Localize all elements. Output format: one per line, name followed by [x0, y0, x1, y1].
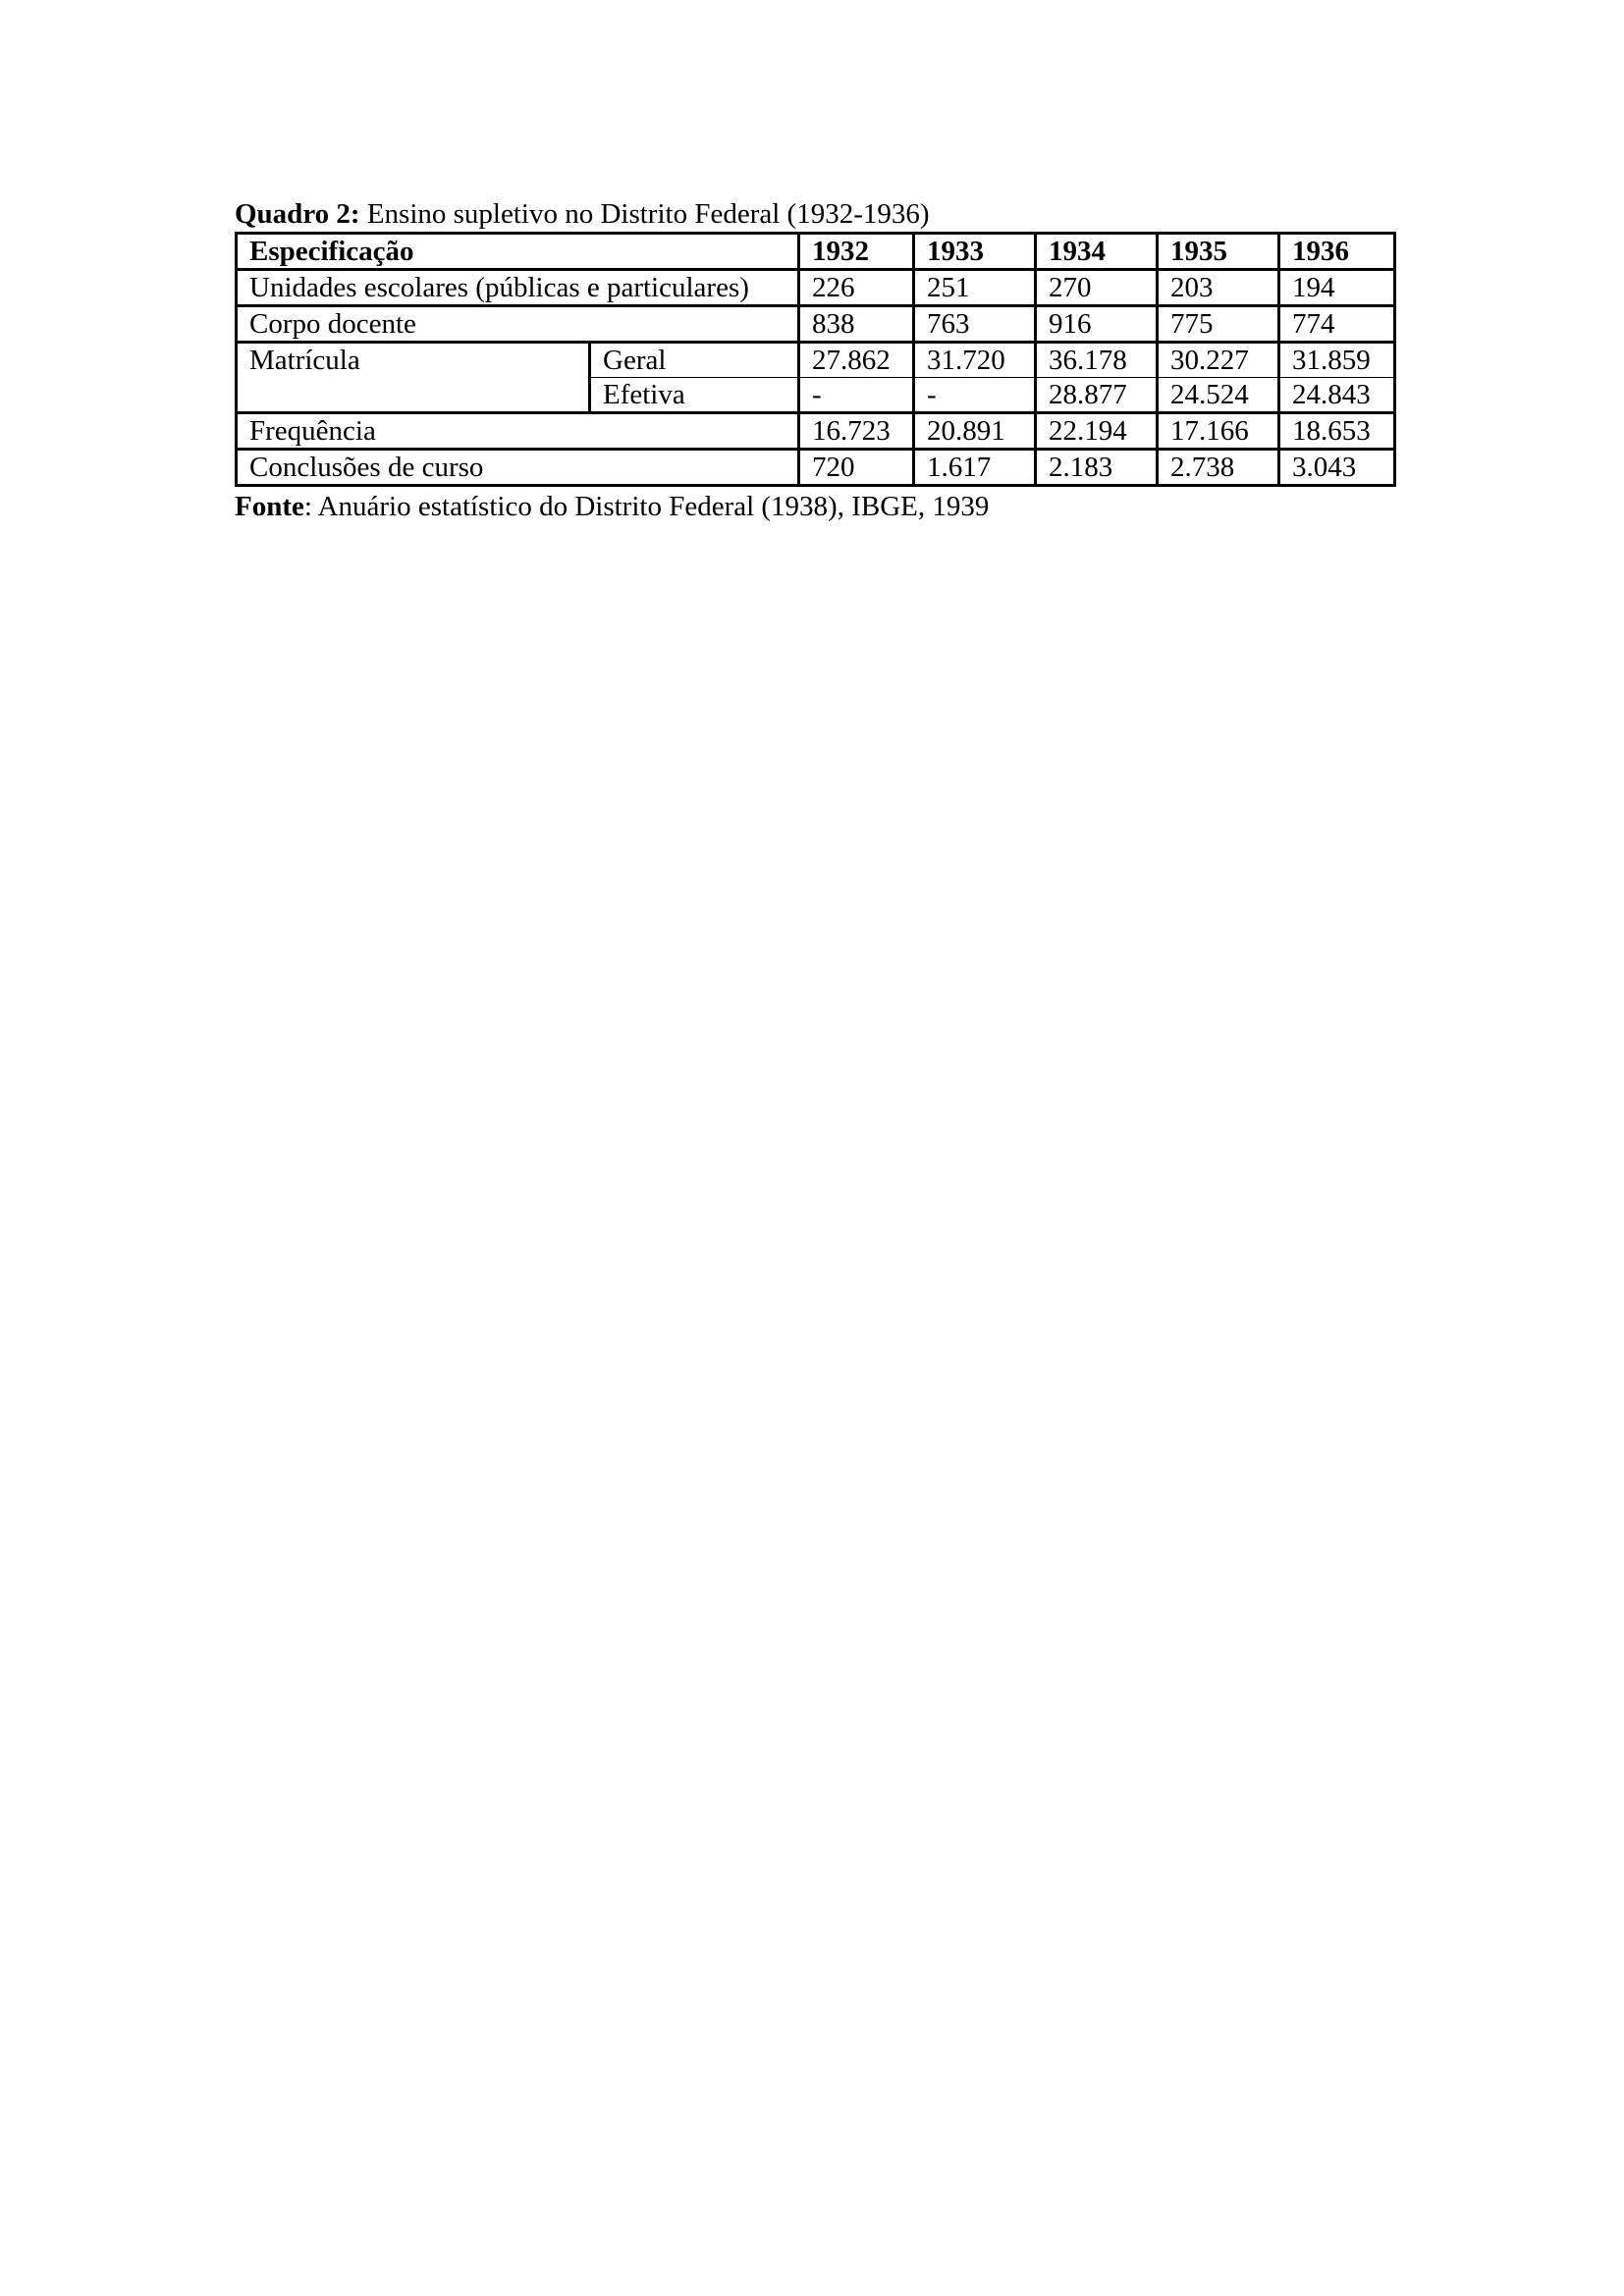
sub-row-label: Efetiva [590, 378, 799, 413]
header-year-1935: 1935 [1158, 234, 1279, 270]
cell: 24.524 [1158, 378, 1279, 413]
cell: 27.862 [799, 343, 914, 378]
header-year-1933: 1933 [914, 234, 1036, 270]
cell: 2.738 [1158, 450, 1279, 486]
header-year-1932: 1932 [799, 234, 914, 270]
row-label: Corpo docente [237, 306, 799, 343]
cell: - [799, 378, 914, 413]
cell: 20.891 [914, 413, 1036, 450]
table-row-unidades [237, 270, 1395, 306]
cell: 763 [914, 306, 1036, 343]
table-block [235, 196, 1393, 524]
row-label: Unidades escolares (públicas e particulares) [237, 270, 799, 306]
cell: 3.043 [1279, 450, 1395, 486]
cell: 31.859 [1279, 343, 1395, 378]
table-row-conclusoes [237, 450, 1395, 486]
cell: 22.194 [1036, 413, 1158, 450]
cell: 18.653 [1279, 413, 1395, 450]
cell: 1.617 [914, 450, 1036, 486]
cell: 28.877 [1036, 378, 1158, 413]
row-label: Conclusões de curso [237, 450, 799, 486]
source-text: : Anuário estatístico do Distrito Federal (1938), IBGE, 1939 [303, 491, 990, 522]
header-year-1936: 1936 [1279, 234, 1395, 270]
caption-text: Ensino supletivo no Distrito Federal (1932-1936) [359, 198, 930, 230]
row-label: Frequência [237, 413, 799, 450]
table-row-corpo-docente [237, 306, 1395, 343]
sub-row-label: Geral [590, 343, 799, 378]
cell: 30.227 [1158, 343, 1279, 378]
cell: - [914, 378, 1036, 413]
header-spec: Especificação [237, 234, 799, 270]
cell: 226 [799, 270, 914, 306]
cell: 194 [1279, 270, 1395, 306]
data-table [235, 232, 1396, 487]
cell: 270 [1036, 270, 1158, 306]
header-year-1934: 1934 [1036, 234, 1158, 270]
table-caption [235, 196, 1393, 232]
source-label: Fonte [235, 491, 304, 522]
caption-label: Quadro 2: [235, 198, 360, 230]
cell: 31.720 [914, 343, 1036, 378]
cell: 916 [1036, 306, 1158, 343]
table-source [235, 489, 1393, 524]
cell: 16.723 [799, 413, 914, 450]
cell: 2.183 [1036, 450, 1158, 486]
cell: 774 [1279, 306, 1395, 343]
cell: 251 [914, 270, 1036, 306]
table-row-frequencia [237, 413, 1395, 450]
table-row-matricula-geral [237, 343, 1395, 378]
cell: 203 [1158, 270, 1279, 306]
header-row [237, 234, 1395, 270]
row-label: Matrícula [237, 343, 590, 413]
cell: 720 [799, 450, 914, 486]
cell: 775 [1158, 306, 1279, 343]
cell: 838 [799, 306, 914, 343]
cell: 36.178 [1036, 343, 1158, 378]
cell: 17.166 [1158, 413, 1279, 450]
cell: 24.843 [1279, 378, 1395, 413]
